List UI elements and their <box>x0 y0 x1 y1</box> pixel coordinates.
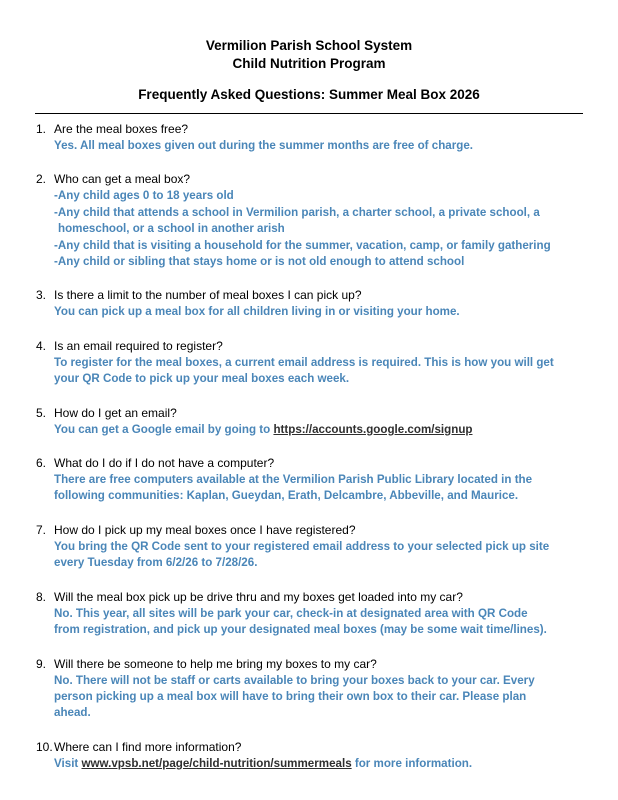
faq-question <box>36 739 596 756</box>
faq-question <box>36 589 596 606</box>
faq-answer <box>36 606 596 639</box>
faq-item-6 <box>36 455 596 505</box>
faq-question-text: What do I do if I do not have a computer? <box>54 456 275 471</box>
faq-number: 4. <box>36 338 47 353</box>
faq-number: 6. <box>36 456 47 471</box>
faq-item-10 <box>36 739 596 772</box>
faq-question <box>36 405 596 422</box>
faq-answer-line: following communities: Kaplan, Gueydan, Erath, Delcambre, Abbeville, and Maurice. <box>54 489 519 503</box>
faq-answer <box>36 188 596 270</box>
faq-answer-line: person picking up a meal box will have to bring their own box to their car. Please plan <box>54 689 527 703</box>
faq-number: 7. <box>36 522 47 537</box>
faq-answer-line: -Any child that attends a school in Vermilion parish, a charter school, a private school, a <box>54 205 540 219</box>
faq-answer-line: -Any child that is visiting a household for the summer, vacation, camp, or family gathering <box>54 238 551 252</box>
faq-answer-line: Yes. All meal boxes given out during the summer months are free of charge. <box>54 139 473 152</box>
faq-question-text: How do I get an email? <box>54 405 177 420</box>
faq-answer-line: your QR Code to pick up your meal boxes each week. <box>54 372 350 386</box>
faq-question <box>36 455 596 472</box>
faq-answer-line: -Any child or sibling that stays home or is not old enough to attend school <box>54 255 465 269</box>
header-divider <box>35 113 583 114</box>
faq-question-text: Who can get a meal box? <box>54 172 191 187</box>
faq-question <box>36 338 596 355</box>
faq-answer-line <box>54 422 596 438</box>
faq-number: 2. <box>36 172 47 187</box>
faq-question-text: Is an email required to register? <box>54 338 223 353</box>
faq-number: 10. <box>36 739 53 754</box>
faq-answer-line: You can pick up a meal box for all children living in or visiting your home. <box>54 305 460 319</box>
faq-question-text: Where can I find more information? <box>54 739 242 754</box>
faq-question <box>36 522 596 539</box>
document-header <box>0 0 618 104</box>
faq-answer-line: There are free computers available at the Vermilion Parish Public Library located in the <box>54 473 533 487</box>
faq-answer-line <box>54 756 596 772</box>
faq-question-text: Is there a limit to the number of meal boxes I can pick up? <box>54 288 362 303</box>
faq-item-9 <box>36 656 596 722</box>
faq-answer <box>36 422 596 438</box>
faq-item-3 <box>36 287 596 320</box>
faq-list <box>36 121 596 789</box>
faq-question-text: Will the meal box pick up be drive thru and my boxes get loaded into my car? <box>54 589 463 604</box>
faq-number: 8. <box>36 589 47 604</box>
faq-item-1 <box>36 121 596 154</box>
faq-answer-line: ahead. <box>54 706 91 720</box>
faq-item-2 <box>36 171 596 270</box>
faq-number: 5. <box>36 405 47 420</box>
faq-answer <box>36 472 596 505</box>
faq-answer-line: homeschool, or a school in another arish <box>58 222 285 236</box>
header-organization: Vermilion Parish School System <box>205 38 413 53</box>
page-title: Frequently Asked Questions: Summer Meal Box 2026 <box>138 87 480 102</box>
header-program: Child Nutrition Program <box>232 56 386 71</box>
faq-answer-text: for more information. <box>351 756 473 770</box>
faq-question <box>36 287 596 304</box>
faq-answer <box>36 539 596 572</box>
faq-answer <box>36 756 596 772</box>
faq-answer-line: You bring the QR Code sent to your registered email address to your selected pick up site <box>54 539 550 553</box>
faq-answer <box>36 355 596 388</box>
google-signup-link[interactable]: https://accounts.google.com/signup <box>273 422 473 436</box>
faq-answer-line: No. This year, all sites will be park your car, check-in at designated area with QR Code <box>54 606 528 620</box>
faq-answer-text: You can get a Google email by going to <box>54 422 274 436</box>
faq-number: 3. <box>36 288 47 303</box>
faq-question-text: Are the meal boxes free? <box>54 122 189 136</box>
faq-answer-line: No. There will not be staff or carts available to bring your boxes back to your car. Every <box>54 673 535 687</box>
faq-question-text: Will there be someone to help me bring my boxes to my car? <box>54 656 377 671</box>
faq-question <box>36 121 596 138</box>
faq-number: 1. <box>36 122 47 136</box>
faq-item-8 <box>36 589 596 639</box>
faq-answer <box>36 304 596 320</box>
summer-meals-link[interactable]: www.vpsb.net/page/child-nutrition/summermeals <box>81 756 352 770</box>
faq-question-text: How do I pick up my meal boxes once I have registered? <box>54 522 356 537</box>
faq-answer-text: Visit <box>54 756 82 770</box>
faq-answer-line: from registration, and pick up your designated meal boxes (may be some wait time/lines). <box>54 623 547 637</box>
faq-item-4 <box>36 338 596 388</box>
faq-question <box>36 171 596 188</box>
faq-answer-line: every Tuesday from 6/2/26 to 7/28/26. <box>54 556 258 570</box>
faq-answer <box>36 673 596 722</box>
faq-item-5 <box>36 405 596 438</box>
faq-answer-line: To register for the meal boxes, a current email address is required. This is how you will get <box>54 355 554 369</box>
faq-item-7 <box>36 522 596 572</box>
faq-answer-line: -Any child ages 0 to 18 years old <box>54 189 234 203</box>
faq-question <box>36 656 596 673</box>
faq-answer <box>36 138 596 154</box>
faq-number: 9. <box>36 656 47 671</box>
